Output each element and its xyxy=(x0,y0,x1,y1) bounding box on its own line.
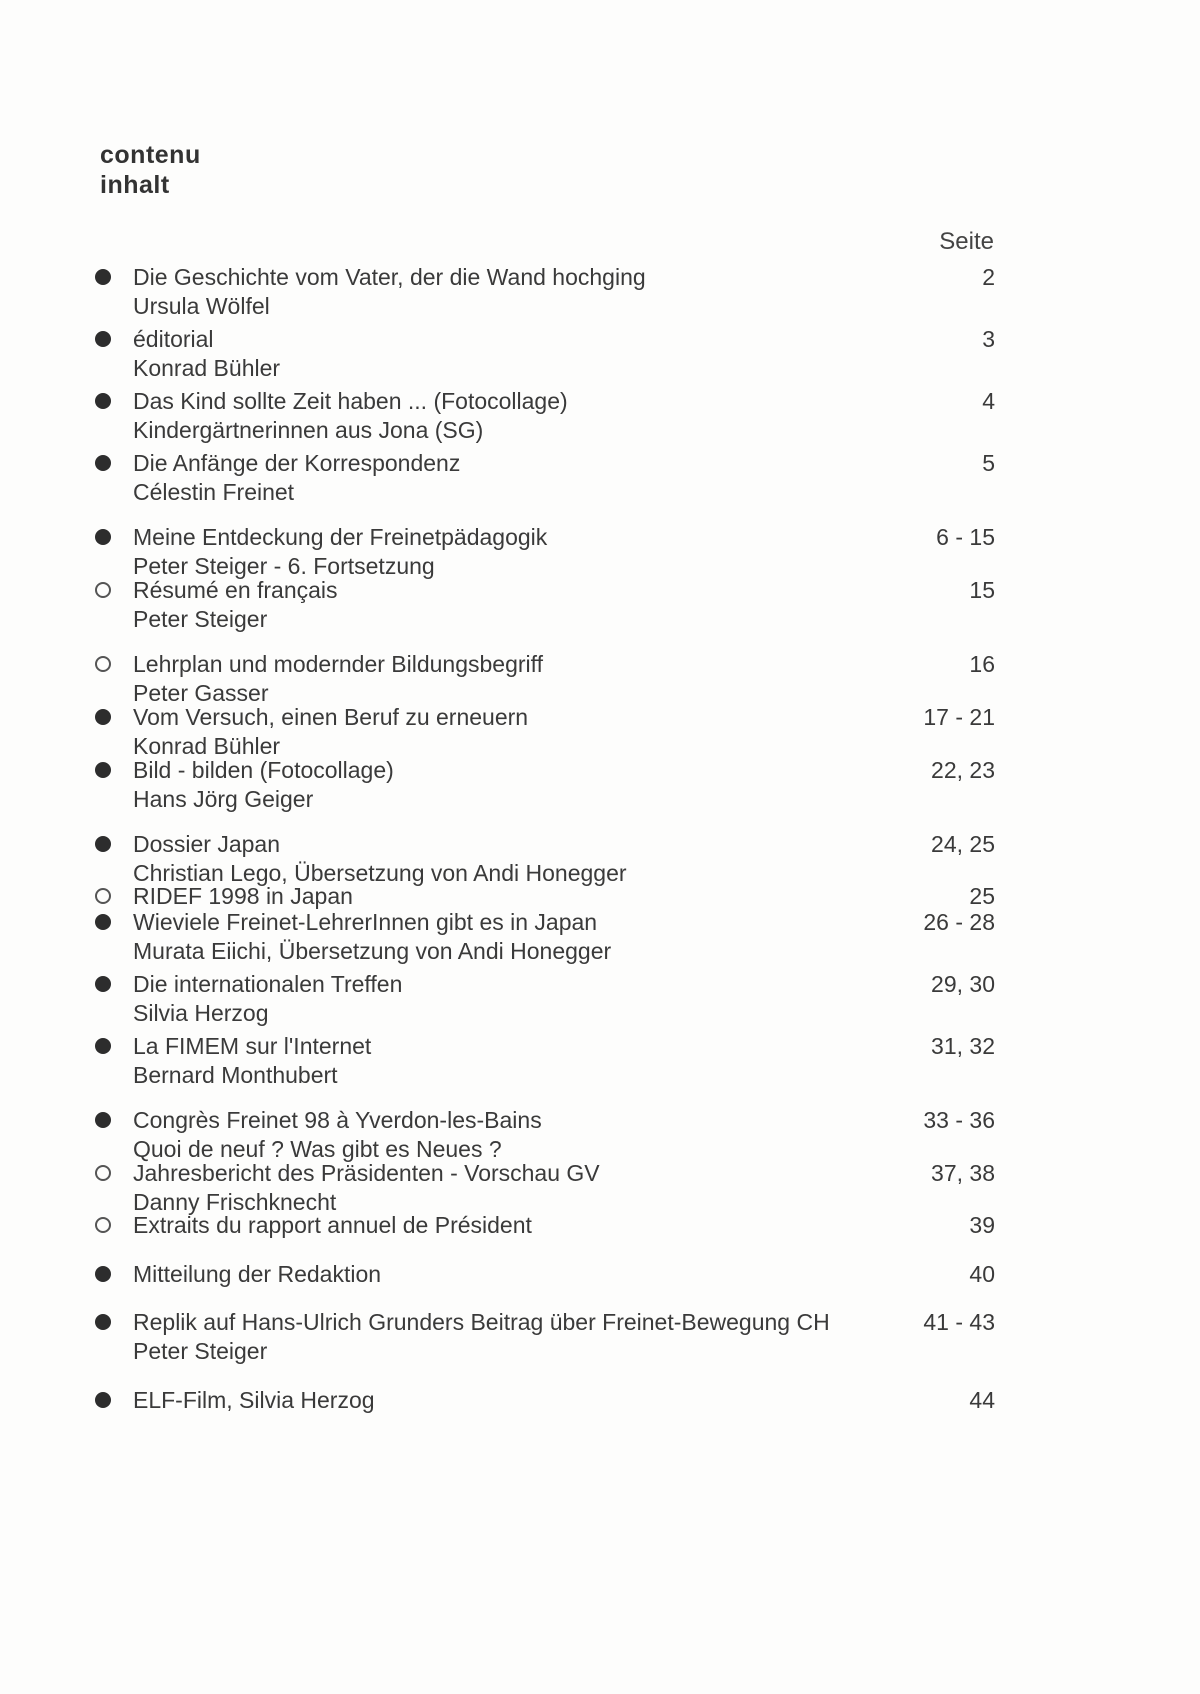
toc-entry-title: La FIMEM sur l'Internet xyxy=(133,1033,372,1059)
toc-entry-subtitle: Peter Steiger xyxy=(133,606,268,632)
toc-entry-subtitle: Kindergärtnerinnen aus Jona (SG) xyxy=(133,417,484,443)
open-bullet-icon xyxy=(95,1217,111,1233)
toc-entry-subtitle: Danny Frischknecht xyxy=(133,1189,337,1215)
toc-entry-title: Replik auf Hans-Ulrich Grunders Beitrag über Freinet-Bewegung CH xyxy=(133,1309,830,1335)
toc-entry-title: Die Geschichte vom Vater, der die Wand hochging xyxy=(133,264,646,290)
filled-bullet-icon xyxy=(95,331,111,347)
filled-bullet-icon xyxy=(95,455,111,471)
toc-entry-title: Bild - bilden (Fotocollage) xyxy=(133,757,394,783)
toc-entry-page: 17 - 21 xyxy=(923,704,995,730)
filled-bullet-icon xyxy=(95,1038,111,1054)
filled-bullet-icon xyxy=(95,1112,111,1128)
toc-entry-subtitle: Silvia Herzog xyxy=(133,1000,269,1026)
toc-entry-subtitle: Hans Jörg Geiger xyxy=(133,786,314,812)
toc-entry-subtitle: Peter Steiger - 6. Fortsetzung xyxy=(133,553,435,579)
toc-entry-title: Wieviele Freinet-LehrerInnen gibt es in Japan xyxy=(133,909,598,935)
open-bullet-icon xyxy=(95,656,111,672)
heading-inhalt: inhalt xyxy=(100,171,170,199)
toc-entry-subtitle: Ursula Wölfel xyxy=(133,293,270,319)
toc-entry-page: 5 xyxy=(982,450,995,476)
toc-entry-page: 40 xyxy=(969,1261,995,1287)
toc-entry-subtitle: Peter Gasser xyxy=(133,680,269,706)
toc-entry-title: Jahresbericht des Präsidenten - Vorschau GV xyxy=(133,1160,600,1186)
open-bullet-icon xyxy=(95,582,111,598)
toc-entry-title: éditorial xyxy=(133,326,214,352)
toc-entry-subtitle: Konrad Bühler xyxy=(133,733,281,759)
toc-entry-page: 33 - 36 xyxy=(923,1107,995,1133)
toc-entry-page: 39 xyxy=(969,1212,995,1238)
toc-entry-page: 6 - 15 xyxy=(936,524,995,550)
open-bullet-icon xyxy=(95,1165,111,1181)
toc-entry-title: RIDEF 1998 in Japan xyxy=(133,883,353,909)
toc-entry-title: Die Anfänge der Korrespondenz xyxy=(133,450,461,476)
toc-entry-title: Congrès Freinet 98 à Yverdon-les-Bains xyxy=(133,1107,542,1133)
toc-entry-subtitle: Murata Eiichi, Übersetzung von Andi Honegger xyxy=(133,938,612,964)
toc-entry-title: Lehrplan und modernder Bildungsbegriff xyxy=(133,651,544,677)
toc-entry-page: 16 xyxy=(969,651,995,677)
toc-entry-page: 22, 23 xyxy=(931,757,995,783)
toc-entry-page: 44 xyxy=(969,1387,995,1413)
toc-entry-title: Die internationalen Treffen xyxy=(133,971,403,997)
filled-bullet-icon xyxy=(95,914,111,930)
toc-entry-title: Résumé en français xyxy=(133,577,338,603)
toc-entry-page: 29, 30 xyxy=(931,971,995,997)
page-column-label: Seite xyxy=(939,228,994,255)
filled-bullet-icon xyxy=(95,1314,111,1330)
toc-entry-page: 31, 32 xyxy=(931,1033,995,1059)
toc-entry-subtitle: Célestin Freinet xyxy=(133,479,295,505)
filled-bullet-icon xyxy=(95,836,111,852)
toc-entry-title: Vom Versuch, einen Beruf zu erneuern xyxy=(133,704,529,730)
filled-bullet-icon xyxy=(95,1266,111,1282)
toc-entry-page: 3 xyxy=(982,326,995,352)
filled-bullet-icon xyxy=(95,529,111,545)
toc-entry-subtitle: Peter Steiger xyxy=(133,1338,268,1364)
toc-entry-subtitle: Quoi de neuf ? Was gibt es Neues ? xyxy=(133,1136,502,1162)
toc-entry-page: 15 xyxy=(969,577,995,603)
toc-entry-page: 26 - 28 xyxy=(923,909,995,935)
toc-entry-subtitle: Christian Lego, Übersetzung von Andi Honegger xyxy=(133,860,627,886)
toc-entry-subtitle: Bernard Monthubert xyxy=(133,1062,338,1088)
toc-entry-title: ELF-Film, Silvia Herzog xyxy=(133,1387,375,1413)
toc-entry-page: 41 - 43 xyxy=(923,1309,995,1335)
toc-entry-page: 37, 38 xyxy=(931,1160,995,1186)
toc-entry-title: Extraits du rapport annuel de Président xyxy=(133,1212,532,1238)
open-bullet-icon xyxy=(95,888,111,904)
toc-entry-title: Meine Entdeckung der Freinetpädagogik xyxy=(133,524,548,550)
toc-entry-title: Dossier Japan xyxy=(133,831,281,857)
toc-entry-title: Das Kind sollte Zeit haben ... (Fotocollage) xyxy=(133,388,568,414)
filled-bullet-icon xyxy=(95,1392,111,1408)
toc-entry-page: 24, 25 xyxy=(931,831,995,857)
filled-bullet-icon xyxy=(95,269,111,285)
toc-entry-page: 4 xyxy=(982,388,995,414)
filled-bullet-icon xyxy=(95,709,111,725)
filled-bullet-icon xyxy=(95,762,111,778)
filled-bullet-icon xyxy=(95,393,111,409)
toc-entry-page: 2 xyxy=(982,264,995,290)
toc-entry-subtitle: Konrad Bühler xyxy=(133,355,281,381)
heading-contenu: contenu xyxy=(100,141,201,169)
filled-bullet-icon xyxy=(95,976,111,992)
toc-entry-page: 25 xyxy=(969,883,995,909)
toc-entry-title: Mitteilung der Redaktion xyxy=(133,1261,382,1287)
